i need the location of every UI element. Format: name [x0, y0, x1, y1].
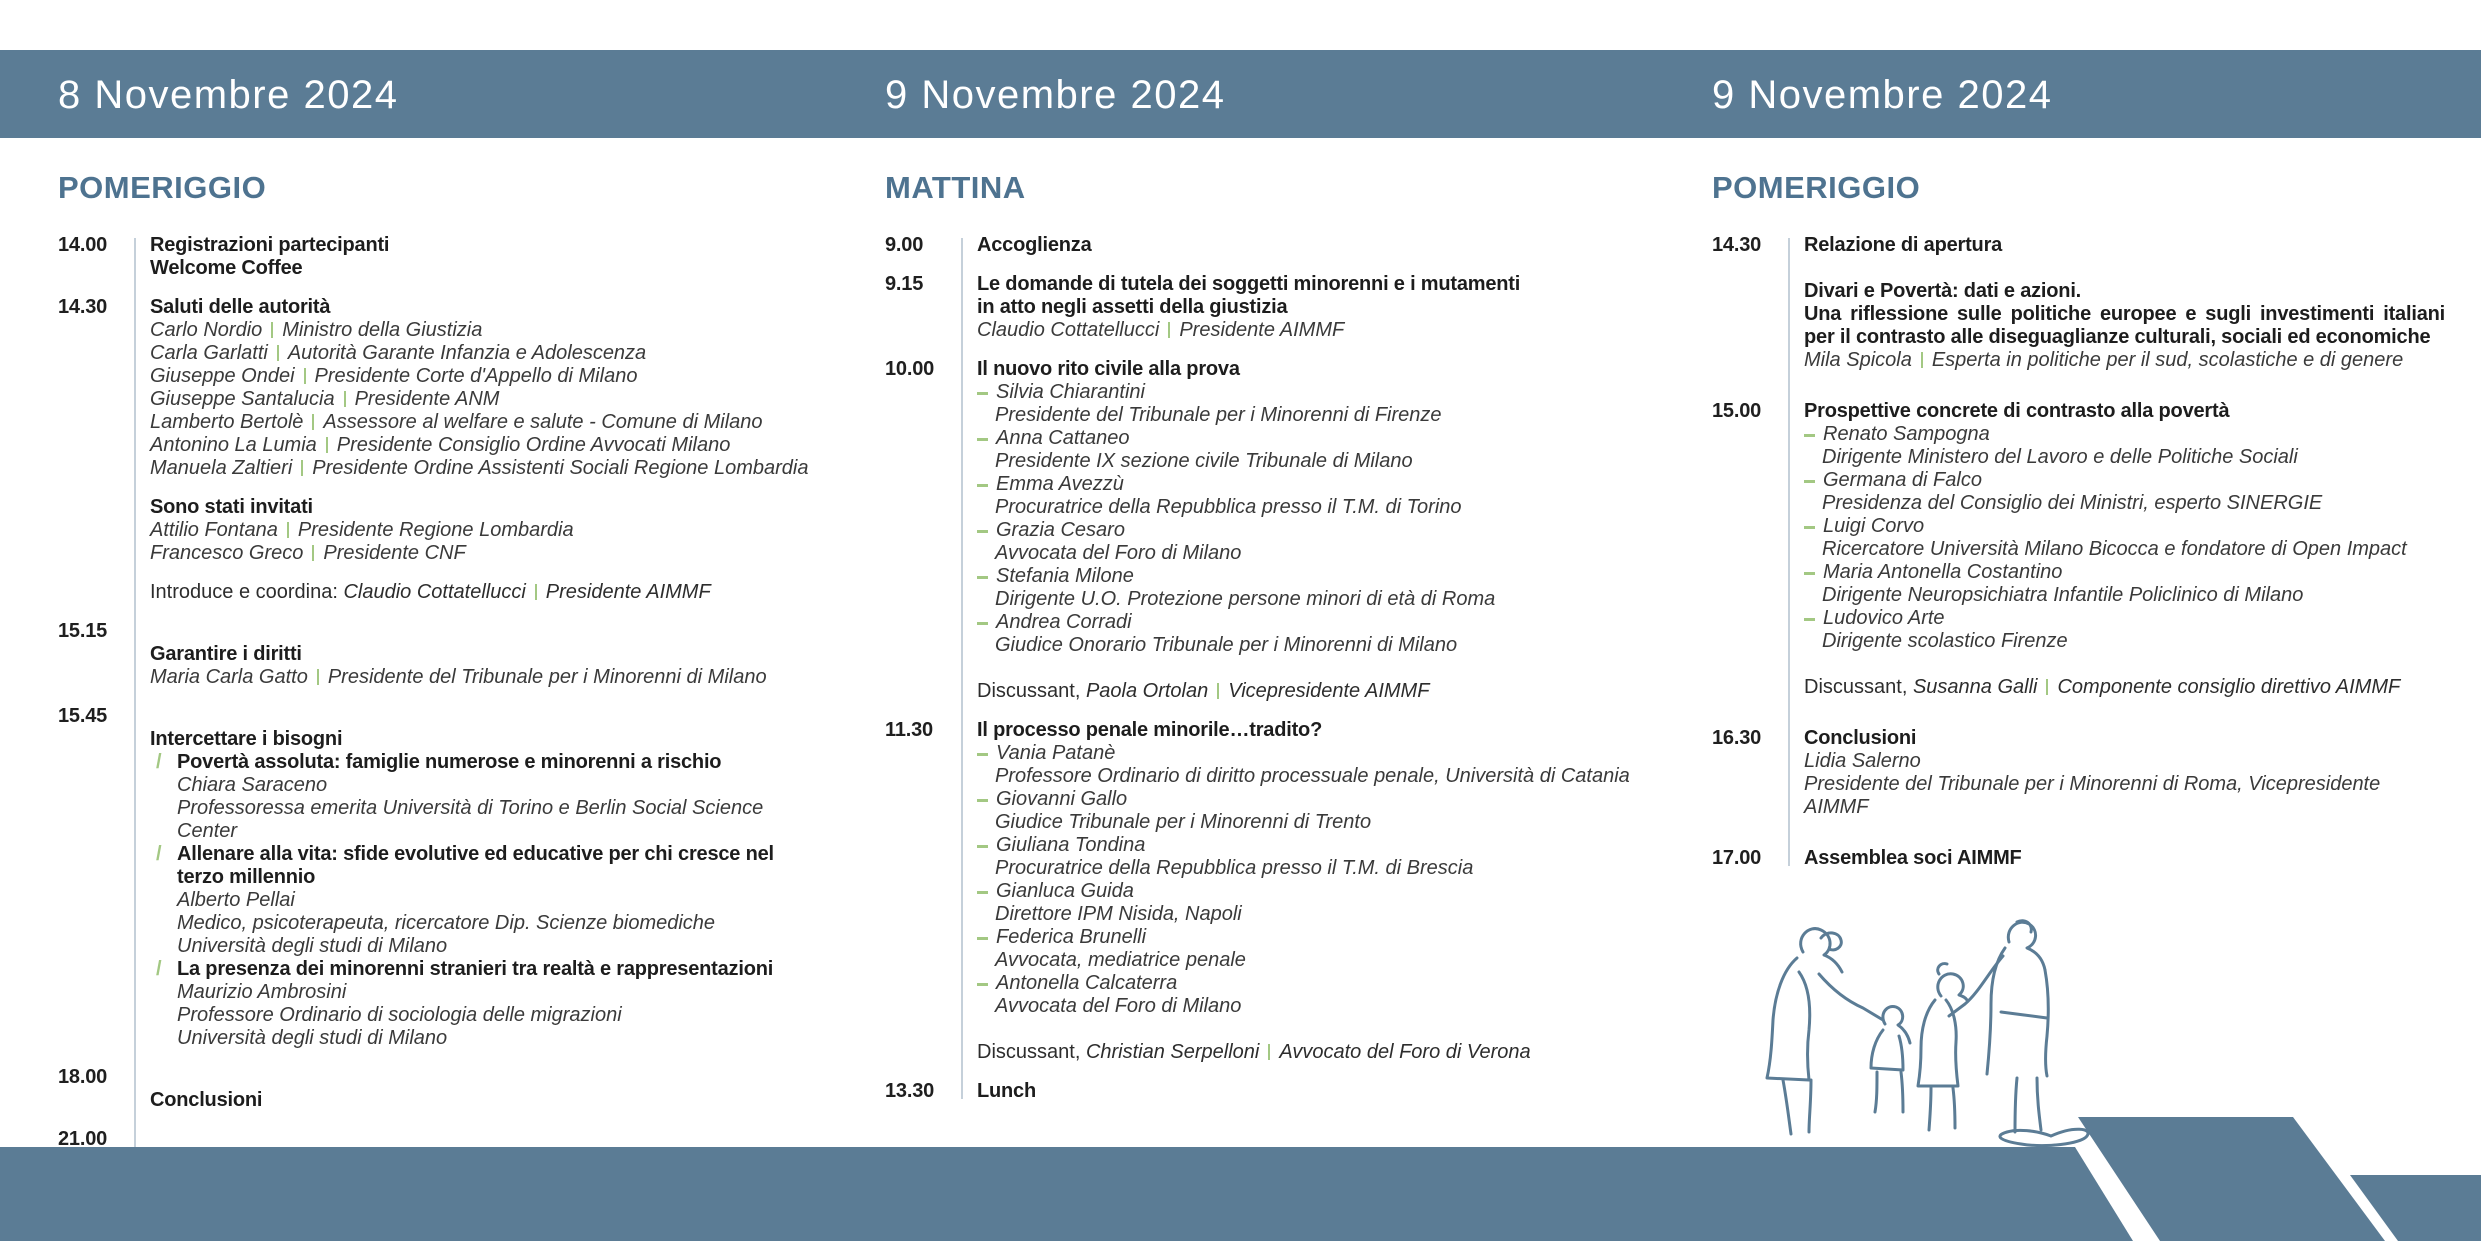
- event-title: in atto negli assetti della giustizia: [977, 296, 1288, 318]
- separator-bar: [312, 414, 314, 430]
- schedule-entry: [885, 1080, 1680, 1103]
- speaker-role-line: Procuratrice della Repubblica presso il T.M. di Brescia: [995, 857, 1474, 879]
- separator-bar: [326, 437, 328, 453]
- schedule-entries: [885, 234, 1680, 1103]
- schedule-entry: [885, 719, 1680, 1064]
- speaker-role-line: Avvocata del Foro di Milano: [995, 542, 1242, 564]
- spacer: [977, 657, 1680, 680]
- dash-marker: [977, 484, 988, 487]
- speaker-name-line: [977, 880, 1680, 903]
- separator-bar: [301, 460, 303, 476]
- person-role: Presidente AIMMF: [1179, 319, 1345, 341]
- italic-line-indented: Chiara Saraceno: [177, 774, 328, 796]
- event-title-justified: Una riflessione sulle politiche europee e sugli investimenti italiani per il contrasto alle diseguaglianze culturali, sociali ed economiche: [1804, 303, 2445, 348]
- dash-marker: [1804, 618, 1815, 621]
- family-line-art-illustration: [1725, 912, 2125, 1152]
- italic-line-indented: Maurizio Ambrosini: [177, 981, 347, 1003]
- speaker-name-line: [1804, 561, 2445, 584]
- date-heading-col3: 9 Novembre 2024: [1712, 73, 2053, 117]
- event-title: Registrazioni partecipanti: [150, 234, 390, 256]
- schedule-entry: [885, 358, 1680, 703]
- person-name: Claudio Cottatellucci: [977, 319, 1160, 341]
- person-line: [150, 542, 820, 565]
- speaker-name-line: [977, 611, 1680, 634]
- event-title: Intercettare i bisogni: [150, 728, 343, 750]
- person-line: [150, 457, 820, 480]
- speaker-name: Gianluca Guida: [996, 880, 1134, 902]
- person-role: Ministro della Giustizia: [282, 319, 483, 341]
- separator-bar: [1268, 1044, 1270, 1060]
- event-content: [150, 296, 820, 480]
- person-name: Francesco Greco: [150, 542, 304, 564]
- speaker-name-line: [977, 972, 1680, 995]
- speaker-name: Luigi Corvo: [1823, 515, 1925, 537]
- dash-marker: [977, 799, 988, 802]
- event-title: Conclusioni: [150, 1089, 263, 1111]
- separator-bar: [312, 545, 314, 561]
- event-content: [977, 273, 1680, 342]
- speaker-role-line: Presidente del Tribunale per i Minorenni di Firenze: [995, 404, 1442, 426]
- dash-marker: [977, 937, 988, 940]
- speaker-name: Maria Antonella Costantino: [1823, 561, 2063, 583]
- speaker-name-line: [977, 519, 1680, 542]
- topic-bullet-line: / Allenare alla vita: sfide evolutive ed educative per chi cresce nel terzo millennio: [156, 843, 774, 888]
- person-name: Carla Garlatti: [150, 342, 268, 364]
- spacer: [150, 705, 820, 728]
- event-time: 9.15: [885, 273, 924, 295]
- schedule-entries: [1712, 234, 2445, 870]
- person-line: [150, 365, 820, 388]
- event-title: Conclusioni: [1804, 727, 1917, 749]
- person-name: Antonino La Lumia: [150, 434, 317, 456]
- dash-marker: [977, 891, 988, 894]
- spacer: [977, 1018, 1680, 1041]
- session-title: POMERIGGIO: [1712, 170, 1921, 205]
- person-name: Manuela Zaltieri: [150, 457, 293, 479]
- event-content: [150, 234, 820, 280]
- event-content: [1804, 400, 2445, 699]
- schedule-entry: [1712, 847, 2445, 870]
- separator-bar: [304, 368, 306, 384]
- event-time: 16.30: [1712, 727, 1762, 749]
- spacer: [150, 620, 820, 643]
- header-band: [0, 50, 2481, 138]
- speaker-role-line: Professore Ordinario di diritto processuale penale, Università di Catania: [995, 765, 1630, 787]
- speaker-name-line: [1804, 469, 2445, 492]
- schedule-entry: [58, 296, 820, 480]
- event-time: 15.45: [58, 705, 108, 727]
- dash-marker: [977, 622, 988, 625]
- speaker-role-line: Presidente IX sezione civile Tribunale di Milano: [995, 450, 1413, 472]
- separator-bar: [1217, 683, 1219, 699]
- speaker-name: Antonella Calcaterra: [996, 972, 1178, 994]
- schedule-entry: [58, 581, 820, 604]
- speaker-role-line: Direttore IPM Nisida, Napoli: [995, 903, 1242, 925]
- speaker-role-line: Giudice Tribunale per i Minorenni di Trento: [995, 811, 1372, 833]
- event-title: Assemblea soci AIMMF: [1804, 847, 2022, 869]
- italic-line-indented: Alberto Pellai: [177, 889, 295, 911]
- separator-bar: [271, 322, 273, 338]
- dash-marker: [977, 753, 988, 756]
- person-role: Presidente CNF: [323, 542, 466, 564]
- program-column-nov9-morning: [885, 138, 1680, 1103]
- person-name: Susanna Galli: [1912, 676, 2038, 698]
- person-line: [150, 411, 820, 434]
- italic-line-indented: Professoressa emerita Università di Torino e Berlin Social Science Center: [177, 797, 764, 842]
- dash-marker: [1804, 526, 1815, 529]
- person-line: [150, 342, 820, 365]
- session-title: POMERIGGIO: [58, 170, 267, 205]
- person-role: Presidente Corte d'Appello di Milano: [314, 365, 638, 387]
- person-role: Presidente Regione Lombardia: [297, 519, 574, 541]
- slash-marker: /: [156, 843, 162, 865]
- event-content: [977, 358, 1680, 703]
- schedule-entries: [58, 234, 820, 1174]
- dash-marker: [977, 392, 988, 395]
- event-time: 10.00: [885, 358, 935, 380]
- event-title: Relazione di apertura: [1804, 234, 2003, 256]
- date-heading-col2: 9 Novembre 2024: [885, 73, 1226, 117]
- note-prefix: Introduce e coordina:: [150, 581, 344, 603]
- person-line: [1804, 349, 2445, 372]
- speaker-name-line: [977, 565, 1680, 588]
- speaker-name: Ludovico Arte: [1823, 607, 1945, 629]
- speaker-role-line: Avvocata del Foro di Milano: [995, 995, 1242, 1017]
- speaker-role-line: Dirigente scolastico Firenze: [1822, 630, 2068, 652]
- schedule-entry: [58, 1066, 820, 1112]
- schedule-entry: [885, 234, 1680, 257]
- speaker-name-line: [977, 788, 1680, 811]
- slash-marker: /: [156, 958, 162, 980]
- event-time: 17.00: [1712, 847, 1762, 869]
- speaker-name-line: [1804, 423, 2445, 446]
- speaker-name-line: [1804, 515, 2445, 538]
- dash-marker: [977, 438, 988, 441]
- dash-marker: [977, 983, 988, 986]
- person-name: Carlo Nordio: [150, 319, 263, 341]
- separator-bar: [344, 391, 346, 407]
- person-line: [150, 434, 820, 457]
- speaker-name-line: [977, 381, 1680, 404]
- event-title: Il nuovo rito civile alla prova: [977, 358, 1240, 380]
- event-content: [1804, 847, 2445, 870]
- separator-bar: [1921, 352, 1923, 368]
- schedule-entry: [58, 234, 820, 280]
- speaker-role-line: Procuratrice della Repubblica presso il T.M. di Torino: [995, 496, 1462, 518]
- event-content: [1804, 727, 2445, 819]
- person-name: Christian Serpelloni: [1085, 1041, 1260, 1063]
- speaker-role-line: Avvocata, mediatrice penale: [995, 949, 1246, 971]
- person-role: Vicepresidente AIMMF: [1228, 680, 1430, 702]
- event-title: Lunch: [977, 1080, 1036, 1102]
- event-title: Accoglienza: [977, 234, 1092, 256]
- schedule-entry: [1712, 727, 2445, 819]
- event-content: [150, 620, 820, 689]
- speaker-role-line: Ricercatore Università Milano Bicocca e fondatore di Open Impact: [1822, 538, 2407, 560]
- note-line: [977, 1041, 1680, 1064]
- note-line: [1804, 676, 2445, 699]
- person-role: Presidente Consiglio Ordine Avvocati Milano: [336, 434, 731, 456]
- separator-bar: [287, 522, 289, 538]
- event-content: [1804, 234, 2445, 372]
- event-title: Sono stati invitati: [150, 496, 313, 518]
- speaker-role-line: Dirigente Ministero del Lavoro e delle Politiche Sociali: [1822, 446, 2298, 468]
- event-title: Le domande di tutela dei soggetti minorenni e i mutamenti: [977, 273, 1521, 295]
- event-title: Prospettive concrete di contrasto alla povertà: [1804, 400, 2230, 422]
- person-name: Claudio Cottatellucci: [343, 581, 526, 603]
- schedule-entry: [58, 620, 820, 689]
- event-time: 15.00: [1712, 400, 1762, 422]
- separator-bar: [535, 584, 537, 600]
- speaker-role-line: Dirigente Neuropsichiatra Infantile Policlinico di Milano: [1822, 584, 2304, 606]
- event-content: [150, 581, 820, 604]
- dash-marker: [977, 530, 988, 533]
- speaker-name: Giovanni Gallo: [996, 788, 1128, 810]
- spacer: [1804, 257, 2445, 280]
- topic-bullet-line: / La presenza dei minorenni stranieri tra realtà e rappresentazioni: [156, 958, 774, 980]
- dash-marker: [1804, 434, 1815, 437]
- note-line: [977, 680, 1680, 703]
- event-time: 18.00: [58, 1066, 108, 1088]
- note-prefix: Discussant,: [1804, 676, 1913, 698]
- schedule-entry: [58, 705, 820, 1050]
- topic-bullet-line: / Povertà assoluta: famiglie numerose e minorenni a rischio: [156, 751, 722, 773]
- event-title: Garantire i diritti: [150, 643, 302, 665]
- session-title: MATTINA: [885, 170, 1026, 205]
- program-column-nov8-afternoon: [58, 138, 820, 1174]
- event-content: [150, 496, 820, 565]
- person-line: [150, 519, 820, 542]
- speaker-name: Emma Avezzù: [996, 473, 1124, 495]
- speaker-name-line: [977, 427, 1680, 450]
- person-name: Attilio Fontana: [150, 519, 278, 541]
- dash-marker: [977, 845, 988, 848]
- event-title: Divari e Povertà: dati e azioni.: [1804, 280, 2082, 302]
- speaker-name-line: [1804, 607, 2445, 630]
- spacer: [1804, 653, 2445, 676]
- dash-marker: [977, 576, 988, 579]
- person-line: [150, 319, 820, 342]
- slash-marker: /: [156, 751, 162, 773]
- person-name: Giuseppe Santalucia: [150, 388, 335, 410]
- speaker-name: Germana di Falco: [1823, 469, 1982, 491]
- speaker-name: Anna Cattaneo: [996, 427, 1130, 449]
- event-time: 14.30: [1712, 234, 1762, 256]
- italic-line-indented: Professore Ordinario di sociologia delle migrazioni: [177, 1004, 622, 1026]
- italic-line: Presidente del Tribunale per i Minorenni di Roma, Vicepresidente AIMMF: [1804, 773, 2381, 818]
- person-name: Mila Spicola: [1804, 349, 1912, 371]
- person-role: Esperta in politiche per il sud, scolastiche e di genere: [1931, 349, 2404, 371]
- speaker-name: Andrea Corradi: [996, 611, 1132, 633]
- note-prefix: Discussant,: [977, 1041, 1086, 1063]
- event-content: [977, 234, 1680, 257]
- event-time: 21.00: [58, 1128, 108, 1150]
- speaker-role-line: Giudice Onorario Tribunale per i Minorenni di Milano: [995, 634, 1458, 656]
- schedule-entry: [885, 273, 1680, 342]
- speaker-role-line: Presidenza del Consiglio dei Ministri, esperto SINERGIE: [1822, 492, 2323, 514]
- speaker-name-line: [977, 926, 1680, 949]
- italic-line-indented: Medico, psicoterapeuta, ricercatore Dip. Scienze biomediche: [177, 912, 716, 934]
- event-content: [977, 1080, 1680, 1103]
- schedule-entry: [1712, 234, 2445, 372]
- event-title: Welcome Coffee: [150, 257, 303, 279]
- speaker-name: Grazia Cesaro: [996, 519, 1125, 541]
- separator-bar: [1168, 322, 1170, 338]
- person-line: [150, 388, 820, 411]
- person-role: Presidente ANM: [354, 388, 500, 410]
- event-content: [150, 1066, 820, 1112]
- spacer: [150, 1066, 820, 1089]
- speaker-name: Stefania Milone: [996, 565, 1134, 587]
- speaker-name: Federica Brunelli: [996, 926, 1147, 948]
- speaker-name: Silvia Chiarantini: [996, 381, 1145, 403]
- person-line: [150, 666, 820, 689]
- person-role: Avvocato del Foro di Verona: [1279, 1041, 1531, 1063]
- person-name: Lamberto Bertolè: [150, 411, 304, 433]
- note-line: [150, 581, 820, 604]
- event-time: 9.00: [885, 234, 924, 256]
- program-column-nov9-afternoon: [1712, 138, 2445, 898]
- event-time: 14.30: [58, 296, 108, 318]
- dash-marker: [1804, 480, 1815, 483]
- speaker-name-line: [977, 834, 1680, 857]
- schedule-entry: [1712, 400, 2445, 699]
- person-line: [977, 319, 1680, 342]
- person-role: Assessore al welfare e salute - Comune di Milano: [323, 411, 763, 433]
- note-prefix: Discussant,: [977, 680, 1086, 702]
- person-role: Presidente Ordine Assistenti Sociali Regione Lombardia: [312, 457, 809, 479]
- person-role: Presidente del Tribunale per i Minorenni di Milano: [327, 666, 767, 688]
- person-name: Paola Ortolan: [1085, 680, 1209, 702]
- speaker-name-line: [977, 473, 1680, 496]
- separator-bar: [317, 669, 319, 685]
- person-role: Autorità Garante Infanzia e Adolescenza: [287, 342, 647, 364]
- event-time: 13.30: [885, 1080, 935, 1102]
- italic-line-indented: Università degli studi di Milano: [177, 1027, 448, 1049]
- event-time: 11.30: [885, 719, 933, 741]
- event-time: 15.15: [58, 620, 108, 642]
- person-name: Giuseppe Ondei: [150, 365, 295, 387]
- event-title: Il processo penale minorile…tradito?: [977, 719, 1323, 741]
- speaker-name: Vania Patanè: [996, 742, 1116, 764]
- speaker-name: Giuliana Tondina: [996, 834, 1146, 856]
- event-content: [150, 705, 820, 1050]
- italic-line-indented: Università degli studi di Milano: [177, 935, 448, 957]
- speaker-name-line: [977, 742, 1680, 765]
- person-name: Maria Carla Gatto: [150, 666, 308, 688]
- event-time: 14.00: [58, 234, 108, 256]
- person-role: Componente consiglio direttivo AIMMF: [2057, 676, 2401, 698]
- separator-bar: [277, 345, 279, 361]
- event-title: Saluti delle autorità: [150, 296, 331, 318]
- speaker-role-line: Dirigente U.O. Protezione persone minori di età di Roma: [995, 588, 1496, 610]
- person-role: Presidente AIMMF: [545, 581, 711, 603]
- schedule-entry: [58, 496, 820, 565]
- speaker-name: Renato Sampogna: [1823, 423, 1990, 445]
- dash-marker: [1804, 572, 1815, 575]
- event-content: [977, 719, 1680, 1064]
- date-heading-col1: 8 Novembre 2024: [58, 73, 399, 117]
- italic-line: Lidia Salerno: [1804, 750, 1921, 772]
- separator-bar: [2046, 679, 2048, 695]
